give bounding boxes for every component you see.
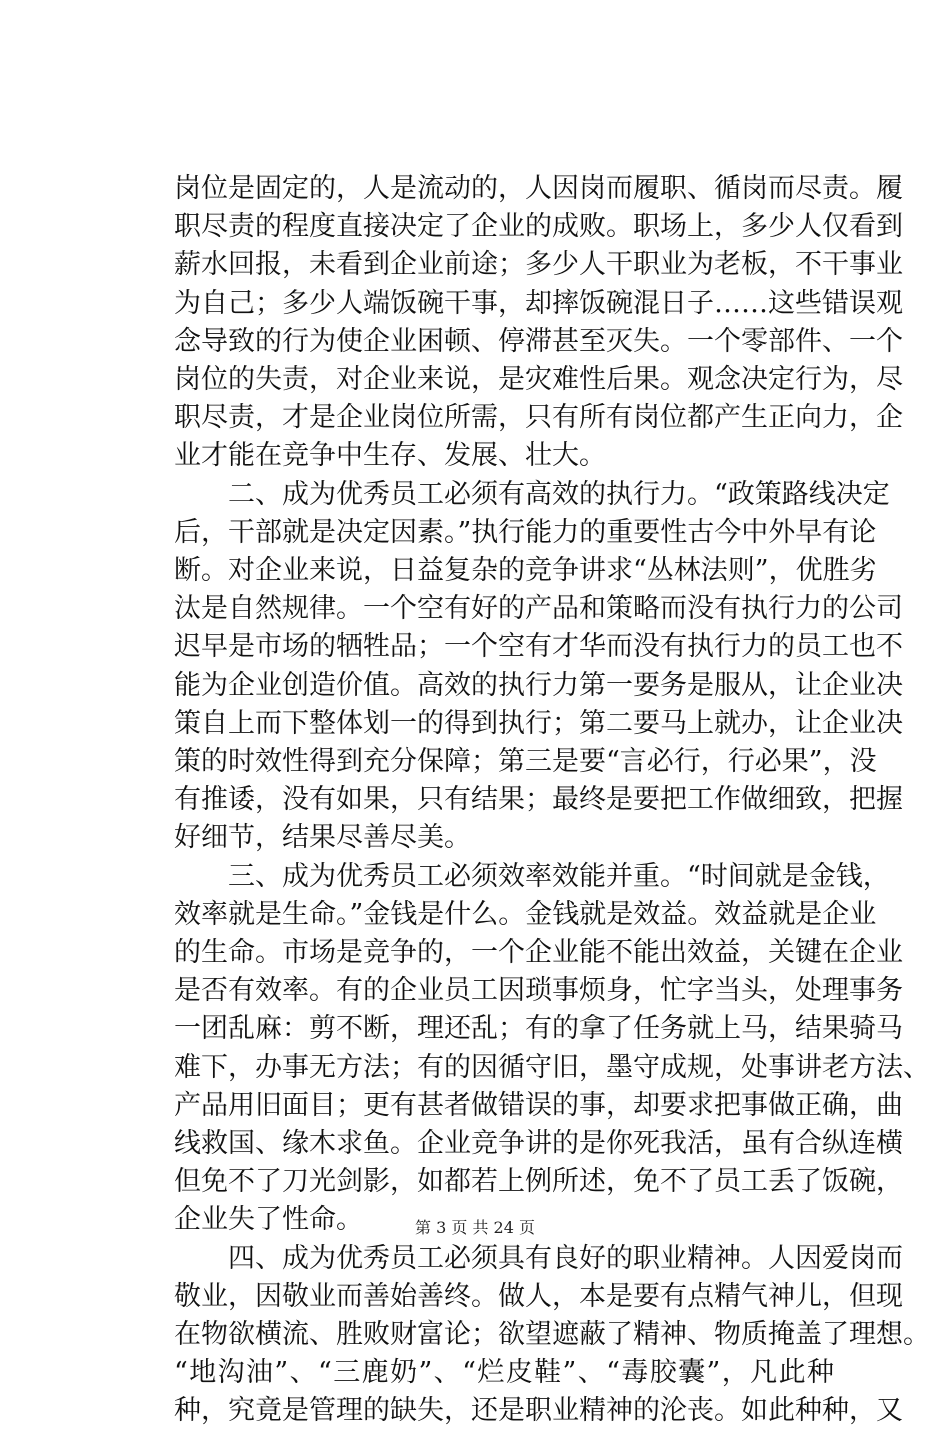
text-line: 线救国、缘木求鱼。企业竞争讲的是你死我活，虽有合纵连横 [174, 1128, 903, 1159]
text-line: 敬业，因敬业而善始善终。做人，本是要有点精气神儿，但现 [174, 1280, 903, 1312]
text-line: 四、成为优秀员工必须具有良好的职业精神。人因爱岗而 [228, 1242, 903, 1274]
text-line: 汰是自然规律。一个空有好的产品和策略而没有执行力的公司 [174, 593, 903, 625]
text-line: 种，究竟是管理的缺失，还是职业精神的沦丧。如此种种，又 [174, 1395, 903, 1427]
text-line: 岗位是固定的，人是流动的，人因岗而履职、循岗而尽责。履 [174, 173, 903, 204]
text-line: 策的时效性得到充分保障；第三是要“言必行，行必果”，没 [174, 746, 877, 777]
text-line: 岗位的失责，对企业来说，是灾难性后果。观念决定行为，尽 [174, 364, 903, 395]
text-line: 后，干部就是决定因素。”执行能力的重要性古今中外早有论 [174, 516, 877, 548]
text-line: 迟早是市场的牺牲品；一个空有才华而没有执行力的员工也不 [174, 631, 903, 663]
text-line: 的生命。市场是竞争的，一个企业能不能出效益，关键在企业 [174, 937, 903, 968]
text-line: 二、成为优秀员工必须有高效的执行力。“政策路线决定 [228, 478, 890, 510]
text-line: 薪水回报，未看到企业前途；多少人干职业为老板，不干事业 [174, 249, 903, 281]
text-line: 好细节，结果尽善尽美。 [174, 822, 471, 854]
text-line: “地沟油”、“三鹿奶”、“烂皮鞋”、“毒胶囊”，凡此种 [174, 1357, 834, 1389]
text-line: 但免不了刀光剑影，如都若上例所述，免不了员工丢了饭碗， [174, 1166, 903, 1198]
text-line: 策自上而下整体划一的得到执行；第二要马上就办，让企业决 [174, 707, 903, 739]
text-line: 一团乱麻：剪不断，理还乱；有的拿了任务就上马，结果骑马 [174, 1013, 903, 1045]
page-footer: 第 3 页 共 24 页 [415, 1218, 535, 1237]
text-line: 三、成为优秀员工必须效率效能并重。“时间就是金钱， [228, 860, 890, 892]
text-line: 职尽责的程度直接决定了企业的成败。职场上，多少人仅看到 [174, 211, 903, 243]
text-line: 断。对企业来说，日益复杂的竞争讲求“丛林法则”，优胜劣 [174, 555, 877, 586]
text-line: 念导致的行为使企业困顿、停滞甚至灭失。一个零部件、一个 [174, 325, 903, 357]
text-line: 为自己；多少人端饭碗干事，却摔饭碗混日子……这些错误观 [174, 287, 903, 319]
text-line: 难下，办事无方法；有的因循守旧，墨守成规，处事讲老方法、 [174, 1051, 930, 1083]
text-line: 企业失了性命。 [174, 1204, 363, 1236]
text-line: 在物欲横流、胜败财富论；欲望遮蔽了精神、物质掩盖了理想。 [174, 1319, 930, 1350]
text-line: 职尽责，才是企业岗位所需，只有所有岗位都产生正向力，企 [174, 402, 903, 434]
text-line: 能为企业创造价值。高效的执行力第一要务是服从，让企业决 [174, 669, 903, 701]
text-line: 有推诿，没有如果，只有结果；最终是要把工作做细致，把握 [174, 784, 903, 816]
text-line: 产品用旧面目；更有甚者做错误的事，却要求把事做正确，曲 [174, 1089, 903, 1121]
text-line: 业才能在竞争中生存、发展、壮大。 [174, 440, 606, 472]
text-line: 效率就是生命。”金钱是什么。金钱就是效益。效益就是企业 [174, 898, 877, 930]
text-line: 是否有效率。有的企业员工因琐事烦身，忙字当头，处理事务 [174, 975, 903, 1007]
